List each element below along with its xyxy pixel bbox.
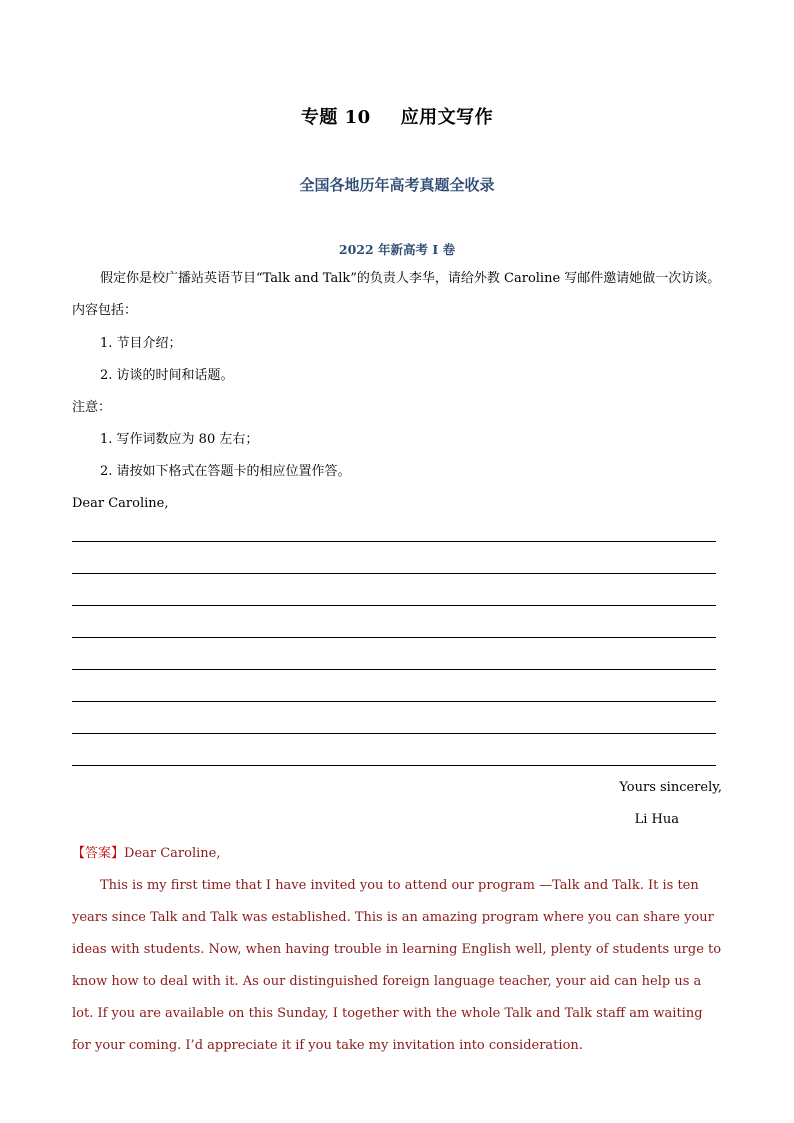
writing-line bbox=[72, 701, 716, 702]
notice-item-2: 2. 请按如下格式在答题卡的相应位置作答。 bbox=[100, 464, 351, 479]
notice-item-1: 1. 写作词数应为 80 左右； bbox=[100, 432, 259, 447]
writing-line bbox=[72, 605, 716, 606]
answer-body bbox=[72, 870, 722, 1062]
writing-line bbox=[72, 669, 716, 670]
writing-line bbox=[72, 541, 716, 542]
answer-salutation: Dear Caroline, bbox=[124, 846, 221, 861]
section-heading: 2022 年新高考 I 卷 bbox=[338, 242, 456, 257]
writing-line bbox=[72, 637, 716, 638]
writing-line bbox=[72, 765, 716, 766]
prompt-paragraph bbox=[72, 263, 722, 327]
topic-number: 专题 10 bbox=[300, 107, 371, 128]
notice-label: 注意： bbox=[72, 400, 112, 415]
page-title bbox=[0, 103, 794, 129]
content-item-2: 2. 访谈的时间和话题。 bbox=[100, 368, 234, 383]
writing-line bbox=[72, 573, 716, 574]
answer-text: This is my first time that I have invited you to attend our program —Talk and Talk. It is ten years since Talk and Talk was established. This is an amazing program where you can share your ideas with students. Now, when having trouble in learning English well, plenty of students urge to know how to deal with it. As our distinguished foreign language teacher, your aid can help us a lot. If you are available on this Sunday, I together with the whole Talk and Talk staff am waiting for your coming. I’d appreciate it if you take my invitation into consideration. bbox=[72, 878, 722, 1053]
topic-name: 应用文写作 bbox=[400, 107, 494, 128]
answer-tag: 【答案】 bbox=[72, 846, 125, 861]
page-subtitle: 全国各地历年高考真题全收录 bbox=[299, 176, 495, 194]
writing-line bbox=[72, 733, 716, 734]
letter-salutation: Dear Caroline, bbox=[72, 496, 169, 511]
answer-header bbox=[72, 838, 722, 870]
letter-signature: Li Hua bbox=[634, 812, 679, 827]
letter-closing: Yours sincerely, bbox=[619, 780, 722, 795]
prompt-text: 假定你是校广播站英语节目“Talk and Talk”的负责人李华，请给外教 Caroline 写邮件邀请她做一次访谈。内容包括： bbox=[72, 271, 721, 318]
answer-block bbox=[72, 838, 722, 1062]
content-item-1: 1. 节目介绍； bbox=[100, 336, 182, 351]
